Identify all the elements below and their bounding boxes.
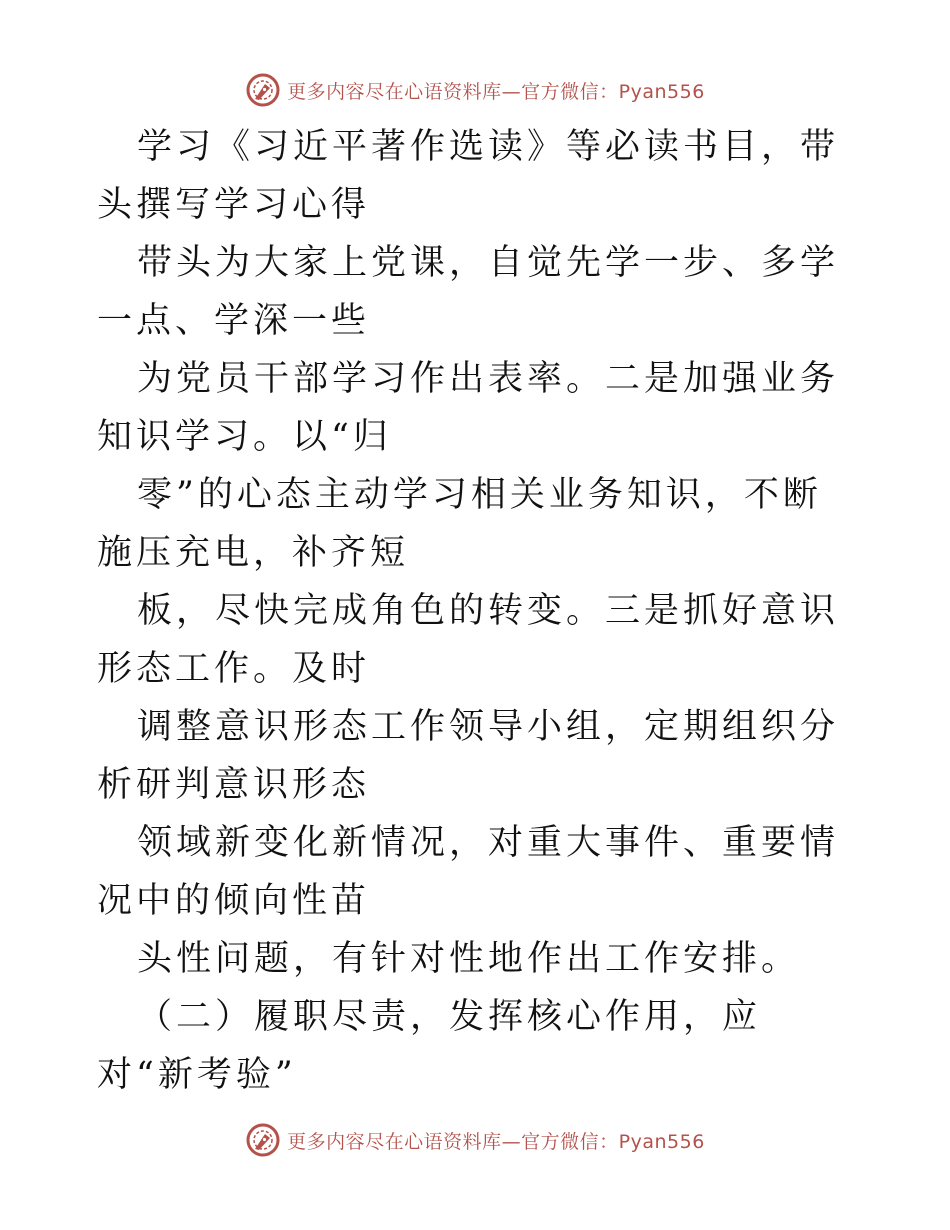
paragraph: 零”的心态主动学习相关业务知识，不断施压充电，补齐短 [97,475,822,573]
header-watermark [0,70,950,110]
watermark-text: 更多内容尽在心语资料库—官方微信：Pyan556 [287,1130,705,1153]
paragraph: 领域新变化新情况，对重大事件、重要情况中的倾向性苗 [97,823,840,921]
document-body [97,118,857,1104]
paragraph: 调整意识形态工作领导小组，定期组织分析研判意识形态 [97,707,840,805]
paragraph: 板，尽快完成角色的转变。三是抓好意识形态工作。及时 [97,591,840,689]
pen-nib-circle-icon [245,72,281,108]
paragraph: 头性问题，有针对性地作出工作安排。 [137,939,801,979]
paragraph: 带头为大家上党课，自觉先学一步、多学一点、学深一些 [97,243,840,341]
paragraph: 为党员干部学习作出表率。二是加强业务知识学习。以“归 [97,359,840,457]
footer-watermark [0,1120,950,1160]
watermark-text: 更多内容尽在心语资料库—官方微信：Pyan556 [287,80,705,103]
paragraph: 学习《习近平著作选读》等必读书目，带头撰写学习心得 [97,127,840,225]
pen-nib-circle-icon [245,1122,281,1158]
section-heading: （二）履职尽责，发挥核心作用，应对“新考验” [97,997,762,1095]
